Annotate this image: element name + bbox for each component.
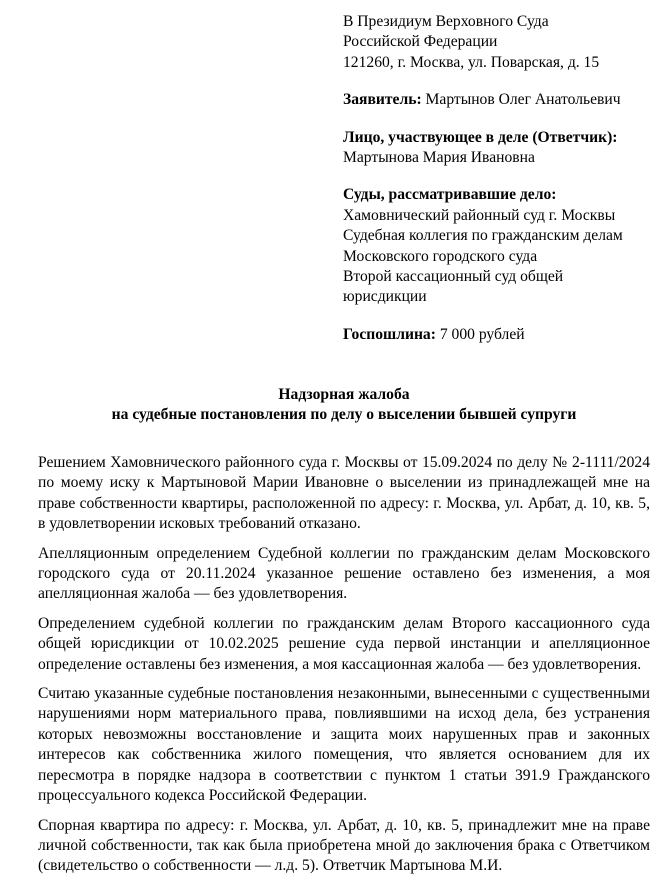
document-title xyxy=(0,385,668,426)
paragraph-1: Решением Хамовнического районного суда г. Москвы от 15.09.2024 по делу № 2-1111/2024 по моему иску к Мартыновой Марии Ивановне о выселении из принадлежащей мне на праве собственности квартиры, расположенной по адресу: г. Москва, ул. Арбат, д. 10, кв. 5, в удовлетворении исковых требований отказано. xyxy=(38,454,650,533)
court-line-3: Московского городского суда xyxy=(343,247,538,265)
document-header xyxy=(343,12,663,345)
addressee-line-3: 121260, г. Москва, ул. Поварская, д. 15 xyxy=(343,53,600,71)
court-line-4: Второй кассационный суд общей xyxy=(343,268,564,286)
courts-label: Суды, рассматривавшие дело: xyxy=(343,186,557,204)
title-line-1: Надзорная жалоба xyxy=(278,386,410,403)
paragraph-5: Спорная квартира по адресу: г. Москва, ул. Арбат, д. 10, кв. 5, принадлежит мне на праве личной собственности, так как была приобретена мной до заключения брака с Ответчиком (свидетельство о собственности — л.д. 5). Ответчик Мартынова М.И. xyxy=(38,816,650,875)
paragraph-4: Считаю указанные судебные постановления незаконными, вынесенными с существенными нарушениями норм материального права, повлиявшими на исход дела, без устранения которых невозможны восстановление и защита моих нарушенных прав и законных интересов как собственника жилого помещения, что является основанием для их пересмотра в порядке надзора в соответствии с пунктом 1 статьи 391.9 Гражданского процессуального кодекса Российской Федерации. xyxy=(38,685,650,805)
fee-line xyxy=(343,325,663,345)
court-line-2: Судебная коллегия по гражданским делам xyxy=(343,227,623,245)
paragraph-2: Апелляционным определением Судебной коллегии по гражданским делам Московского городского суда от 20.11.2024 указанное решение оставлено без изменения, а моя апелляционная жалоба — без удовлетворения. xyxy=(38,544,650,603)
addressee-line-1: В Президиум Верховного Суда xyxy=(343,13,549,30)
respondent-name: Мартынова Мария Ивановна xyxy=(343,149,535,167)
title-line-2: на судебные постановления по делу о выселении бывшей супруги xyxy=(111,406,577,424)
applicant-label: Заявитель: xyxy=(343,91,422,109)
paragraph-3: Определением судебной коллегии по гражданским делам Второго кассационного суда общей юрисдикции от 10.02.2025 решение суда первой инстанции и апелляционное определение оставлены без изменения, а моя кассационная жалоба — без удовлетворения. xyxy=(38,614,650,673)
addressee-line-2: Российской Федерации xyxy=(343,33,498,51)
fee-label: Госпошлина: xyxy=(343,325,436,343)
applicant-name: Мартынов Олег Анатольевич xyxy=(421,91,621,109)
document-body xyxy=(38,453,650,886)
court-line-5: юрисдикции xyxy=(343,288,427,306)
applicant-line xyxy=(343,90,663,110)
respondent-label: Лицо, участвующее в деле (Ответчик): xyxy=(343,128,618,146)
fee-value: 7 000 рублей xyxy=(435,325,525,343)
court-line-1: Хамовнический районный суд г. Москвы xyxy=(343,206,616,224)
